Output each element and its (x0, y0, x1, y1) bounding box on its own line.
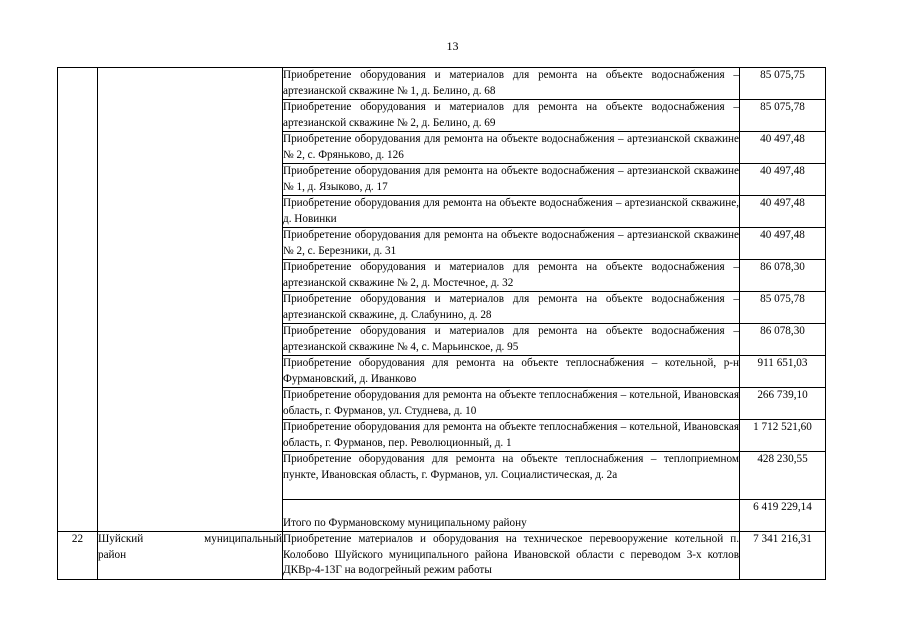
page-number: 13 (446, 39, 459, 53)
description-cell: Приобретение оборудования и материалов для ремонта на объекте водоснабжения – артезианской скважине № 2, д. Мостечное, д. 32 (283, 260, 740, 292)
description-cell: Приобретение оборудования для ремонта на объекте теплоснабжения – котельной, р-н Фурмановский, д. Иванково (283, 356, 740, 388)
amount-cell: 85 075,78 (740, 100, 826, 132)
description-cell: Приобретение оборудования и материалов для ремонта на объекте водоснабжения – артезианской скважине № 1, д. Белино, д. 68 (283, 68, 740, 100)
table-row (58, 532, 826, 580)
description-cell: Приобретение оборудования для ремонта на объекте водоснабжения – артезианской скважине № 2, с. Фряньково, д. 126 (283, 132, 740, 164)
amount-cell: 7 341 216,31 (740, 532, 826, 580)
description-cell: Приобретение материалов и оборудования на техническое перевооружение котельной п. Колобово Шуйского муниципального района Ивановской области с переводом 3-х котлов ДКВр-4-13Г на водогрейный режим работы (283, 532, 740, 580)
amount-cell: 428 230,55 (740, 452, 826, 500)
amount-cell: 40 497,48 (740, 164, 826, 196)
amount-cell: 86 078,30 (740, 260, 826, 292)
district-cell (98, 68, 283, 532)
description-cell: Приобретение оборудования для ремонта на объекте теплоснабжения – котельной, Ивановская область, г. Фурманов, пер. Революционный, д. 1 (283, 420, 740, 452)
district-word: район (98, 548, 127, 561)
description-cell: Приобретение оборудования и материалов для ремонта на объекте водоснабжения – артезианской скважине № 4, с. Марьинское, д. 95 (283, 324, 740, 356)
amount-cell: 86 078,30 (740, 324, 826, 356)
description-cell: Приобретение оборудования и материалов для ремонта на объекте водоснабжения – артезианской скважине № 2, д. Белино, д. 69 (283, 100, 740, 132)
amount-cell: 911 651,03 (740, 356, 826, 388)
total-amount-cell: 6 419 229,14 (740, 500, 826, 532)
amount-cell: 40 497,48 (740, 228, 826, 260)
row-number-cell: 22 (58, 532, 98, 580)
description-cell: Приобретение оборудования для ремонта на объекте водоснабжения – артезианской скважине, д. Новинки (283, 196, 740, 228)
district-cell (98, 532, 283, 580)
district-word: Шуйский (98, 533, 144, 545)
description-cell: Приобретение оборудования и материалов для ремонта на объекте водоснабжения – артезианской скважине, д. Слабунино, д. 28 (283, 292, 740, 324)
amount-cell: 85 075,78 (740, 292, 826, 324)
description-cell: Приобретение оборудования для ремонта на объекте водоснабжения – артезианской скважине № 2, с. Березники, д. 31 (283, 228, 740, 260)
district-name-line (98, 532, 282, 548)
description-cell: Приобретение оборудования для ремонта на объекте теплоснабжения – котельной, Ивановская область, г. Фурманов, ул. Студнева, д. 10 (283, 388, 740, 420)
amount-cell: 1 712 521,60 (740, 420, 826, 452)
funding-table (57, 67, 826, 580)
district-word: муниципальный (204, 533, 282, 545)
total-label-cell: Итого по Фурмановскому муниципальному району (283, 500, 740, 532)
amount-cell: 40 497,48 (740, 196, 826, 228)
row-number-cell (58, 68, 98, 532)
amount-cell: 40 497,48 (740, 132, 826, 164)
amount-cell: 85 075,75 (740, 68, 826, 100)
amount-cell: 266 739,10 (740, 388, 826, 420)
description-cell: Приобретение оборудования для ремонта на объекте водоснабжения – артезианской скважине № 1, д. Языково, д. 17 (283, 164, 740, 196)
table-row (58, 68, 826, 100)
description-cell: Приобретение оборудования для ремонта на объекте теплоснабжения – теплоприемном пункте, Ивановская область, г. Фурманов, ул. Социалистическая, д. 2а (283, 452, 740, 500)
